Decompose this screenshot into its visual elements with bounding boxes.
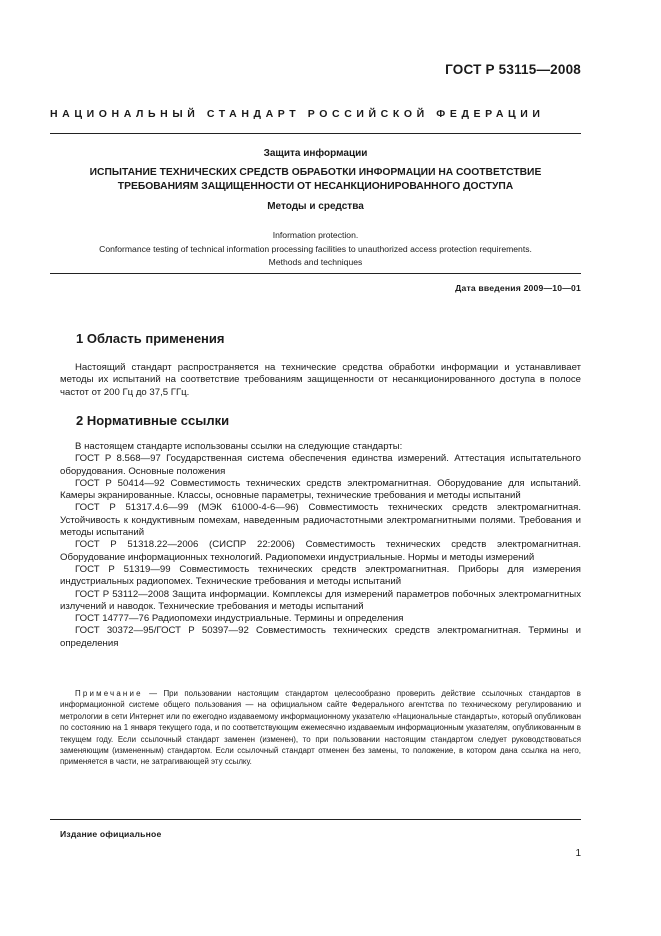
national-standard-banner: НАЦИОНАЛЬНЫЙ СТАНДАРТ РОССИЙСКОЙ ФЕДЕРАЦИИ: [50, 108, 545, 120]
title-line-2: ТРЕБОВАНИЯМ ЗАЩИЩЕННОСТИ ОТ НЕСАНКЦИОНИРОВАННОГО ДОСТУПА: [117, 181, 514, 192]
document-subtitle: Методы и средства: [267, 201, 364, 212]
reference-item: ГОСТ Р 8.568—97 Государственная система обеспечения единства измерений. Аттестация испытательного оборудования. Основные положения: [60, 453, 581, 477]
section-2-body: [60, 441, 581, 650]
reference-item: ГОСТ 14777—76 Радиопомехи индустриальные. Термины и определения: [75, 613, 404, 625]
section-2-intro: В настоящем стандарте использованы ссылки на следующие стандарты:: [75, 441, 403, 452]
introduction-date: Дата введения 2009—10—01: [455, 283, 581, 293]
document-id: ГОСТ Р 53115—2008: [445, 62, 581, 77]
document-title: [50, 166, 581, 194]
official-edition-label: Издание официальное: [60, 829, 162, 839]
note-block: [60, 688, 581, 768]
title-line-1: ИСПЫТАНИЕ ТЕХНИЧЕСКИХ СРЕДСТВ ОБРАБОТКИ ИНФОРМАЦИИ НА СООТВЕТСТВИЕ: [89, 167, 542, 178]
reference-item: ГОСТ 30372—95/ГОСТ Р 50397—92 Совместимость технических средств электромагнитная. Термины и определения: [60, 625, 581, 649]
section-2-heading: 2 Нормативные ссылки: [76, 413, 230, 428]
section-1-paragraph: Настоящий стандарт распространяется на технические средства обработки информации и устанавливает методы их испытаний на соответствие требованиям защищенности от несанкционированного доступа в полосе частот от 200 Гц до 37,5 ГГц.: [60, 362, 581, 398]
page-number: 1: [575, 848, 581, 859]
english-title-line-1: Information protection.: [272, 230, 359, 240]
english-title-line-2: Conformance testing of technical information processing facilities to unauthorized access protection requirements.: [99, 243, 532, 254]
note-text: — При пользовании настоящим стандартом целесообразно проверить действие ссылочных стандартов в информационной системе общего пользования — на официальном сайте Федерального агентства по техническому регулированию и метрологии в сети Интернет или по ежегодно издаваемому информационному указателю «Национальные стандарты», который опубликован по состоянию на 1 января текущего года, и по соответствующим ежемесячно издаваемым информационным указателям, опубликованным в текущем году. Если ссылочный стандарт заменен (изменен), то при пользовании настоящим стандартом следует руководствоваться заменяющим (измененным) стандартом. Если ссылочный стандарт отменен без замены, то положение, в котором дана ссылка на него, применяется в части, не затрагивающей эту ссылку.: [60, 689, 581, 767]
english-title-line-3: Methods and techniques: [268, 257, 363, 267]
banner-rule: [50, 133, 581, 134]
section-1-body: [60, 362, 581, 399]
english-title: [50, 229, 581, 270]
section-1-heading: 1 Область применения: [76, 331, 225, 346]
document-topic: Защита информации: [263, 148, 368, 159]
note-paragraph: [60, 688, 581, 768]
reference-item: ГОСТ Р 53112—2008 Защита информации. Комплексы для измерений параметров побочных электромагнитных излучений и наводок. Технические требования и методы испытаний: [60, 588, 581, 612]
reference-item: ГОСТ Р 51318.22—2006 (СИСПР 22:2006) Совместимость технических средств электромагнитная. Оборудование информационных технологий. Радиопомехи индустриальные. Нормы и методы измерений: [60, 539, 581, 563]
reference-item: ГОСТ Р 51319—99 Совместимость технических средств электромагнитная. Приборы для измерения индустриальных радиопомех. Технические требования и методы испытаний: [60, 563, 581, 588]
reference-item: ГОСТ Р 51317.4.6—99 (МЭК 61000-4-6—96) Совместимость технических средств электромагнитная. Устойчивость к кондуктивным помехам, наведенным радиочастотными электромагнитными полями. Требования и методы испытаний: [60, 502, 581, 539]
footer-rule: [50, 819, 581, 820]
note-lead: Примечание: [75, 689, 143, 698]
reference-item: ГОСТ Р 50414—92 Совместимость технических средств электромагнитная. Оборудование для испытаний. Камеры экранированные. Классы, основные параметры, технические требования и методы испытаний: [60, 477, 581, 502]
title-rule: [50, 273, 581, 274]
